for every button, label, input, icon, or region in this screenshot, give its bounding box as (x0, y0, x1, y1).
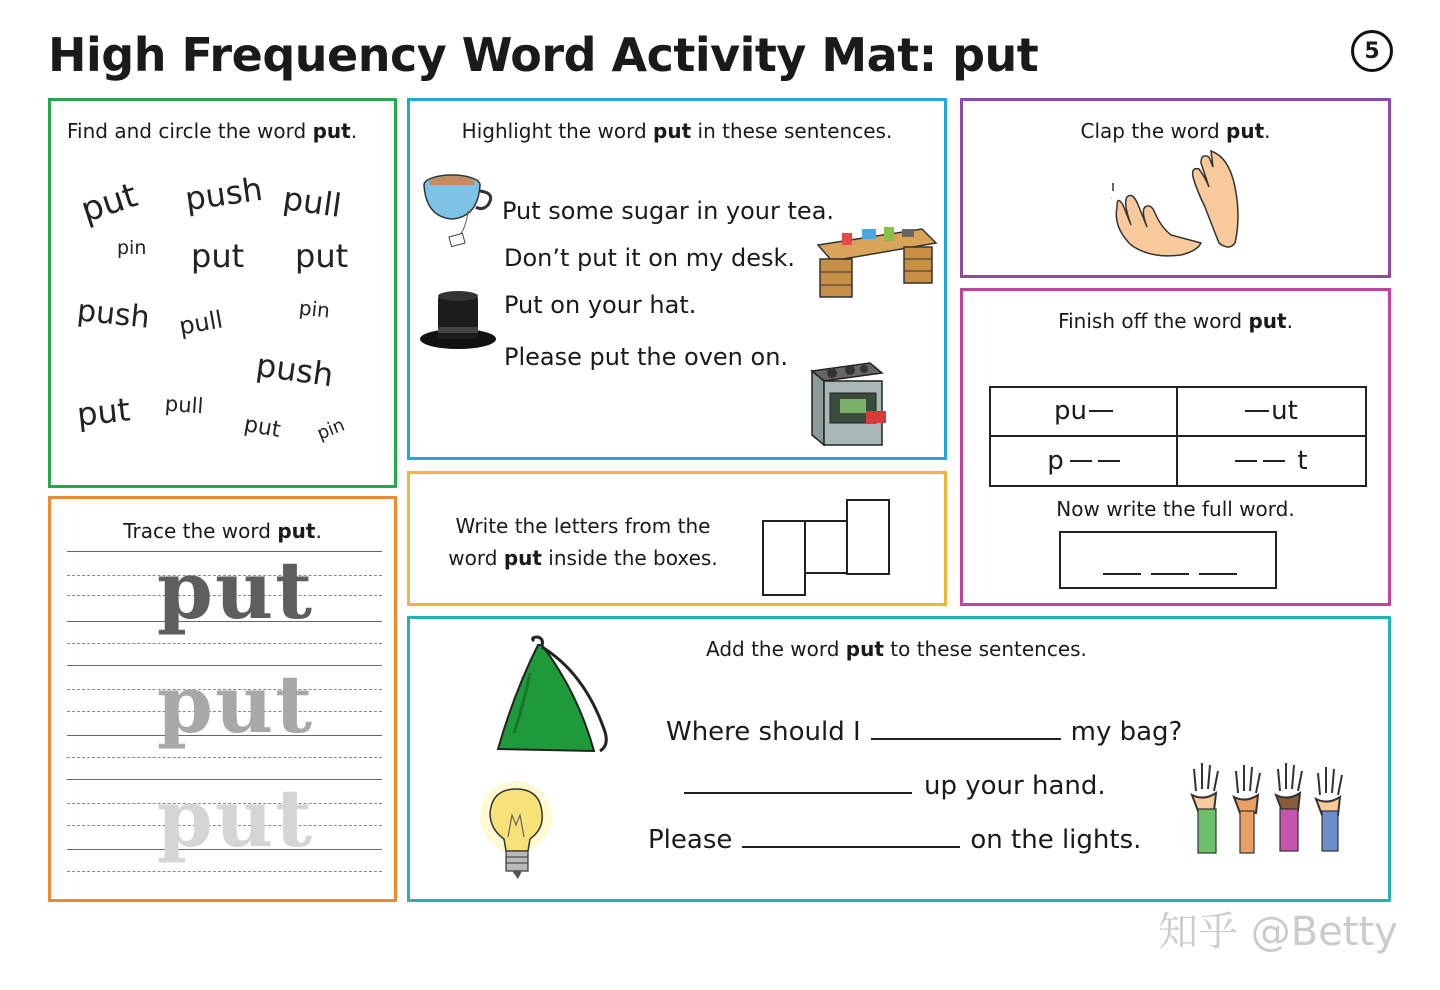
sentence-3[interactable]: Put on your hat. (504, 291, 697, 319)
page-title: High Frequency Word Activity Mat: put (48, 28, 1039, 82)
word-item[interactable]: push (182, 169, 265, 219)
raised-hands-icon (1184, 761, 1348, 857)
answer-blank-1[interactable] (871, 738, 1061, 740)
top-hat-icon (418, 289, 500, 353)
word-item[interactable]: pin (314, 414, 348, 445)
add-instruction: Add the word put to these sentences. (706, 637, 1087, 661)
desk-icon (812, 219, 940, 303)
letter-box-p[interactable] (762, 520, 806, 596)
page-number-badge: 5 (1351, 30, 1393, 72)
letter-box-u[interactable] (804, 520, 848, 574)
now-write-instruction: Now write the full word. (1056, 497, 1295, 521)
answer-blank-2[interactable] (684, 792, 912, 794)
word-item[interactable]: pull (176, 305, 225, 341)
word-item[interactable]: put (75, 390, 132, 434)
trace-instruction: Trace the word put. (123, 519, 322, 543)
finish-cell-ut[interactable]: ut (1178, 388, 1365, 437)
trace-word-light[interactable]: put (157, 771, 315, 865)
drawstring-bag-icon (494, 633, 618, 757)
word-item[interactable]: put (242, 412, 283, 443)
writing-line (67, 871, 382, 872)
finish-cell-p[interactable]: p (991, 437, 1178, 486)
word-item[interactable]: pull (280, 179, 344, 225)
trace-word-medium[interactable]: put (157, 657, 315, 751)
find-instruction: Find and circle the word put. (67, 119, 358, 143)
finish-word-grid (989, 386, 1367, 487)
writing-line (67, 757, 382, 758)
word-item[interactable]: pin (117, 237, 147, 259)
word-item[interactable]: push (253, 345, 336, 395)
sentence-1[interactable]: Put some sugar in your tea. (502, 197, 835, 225)
highlight-panel (407, 98, 947, 460)
word-item[interactable]: pull (164, 391, 205, 419)
teacup-icon (418, 159, 496, 255)
sentence-4[interactable]: Please put the oven on. (504, 343, 789, 371)
add-sentence-2: up your hand. (684, 771, 1106, 801)
write-instruction-line1: Write the letters from the (455, 514, 711, 538)
trace-word-dark[interactable]: put (157, 543, 315, 637)
writing-line (67, 643, 382, 644)
full-word-box[interactable] (1059, 531, 1277, 589)
finish-word-panel (960, 288, 1391, 606)
oven-icon (806, 359, 888, 451)
finish-cell-pu[interactable]: pu (991, 388, 1178, 437)
word-item[interactable]: put (295, 237, 349, 275)
add-sentence-3: Please on the lights. (648, 825, 1142, 855)
word-item[interactable]: put (191, 237, 245, 275)
clap-instruction: Clap the word put. (1080, 119, 1271, 143)
watermark: 知乎 @Betty (1158, 909, 1398, 955)
light-bulb-icon (478, 779, 564, 885)
find-and-circle-panel (48, 98, 397, 488)
word-item[interactable]: put (76, 175, 143, 231)
finish-instruction: Finish off the word put. (1058, 309, 1293, 333)
word-item[interactable]: pin (297, 295, 332, 323)
clap-panel (960, 98, 1391, 278)
word-item[interactable]: push (75, 293, 152, 336)
clapping-hands-icon (1111, 147, 1245, 271)
write-instruction-line2: word put inside the boxes. (448, 546, 718, 570)
add-sentence-1: Where should I my bag? (666, 717, 1183, 747)
write-letters-panel (407, 471, 947, 606)
trace-panel (48, 496, 397, 902)
letter-box-t[interactable] (846, 499, 890, 575)
add-word-panel (407, 616, 1391, 902)
answer-blank-3[interactable] (742, 846, 960, 848)
highlight-instruction: Highlight the word put in these sentences. (461, 119, 893, 143)
finish-cell-t[interactable]: t (1178, 437, 1365, 486)
sentence-2[interactable]: Don’t put it on my desk. (504, 244, 795, 272)
